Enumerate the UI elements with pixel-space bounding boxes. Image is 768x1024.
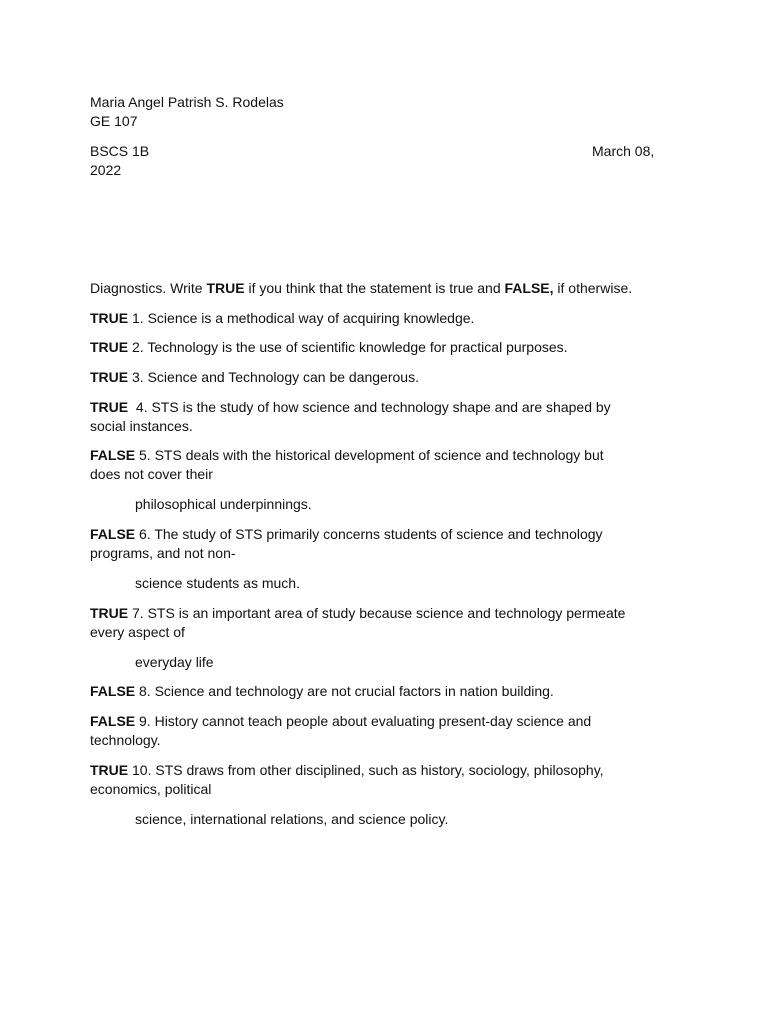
- item-4-line-2: social instances.: [90, 418, 193, 434]
- item-answer: FALSE: [90, 447, 136, 463]
- item-text: 1. Science is a methodical way of acquiring knowledge.: [128, 310, 475, 326]
- item-text: 5. STS deals with the historical development of science and technology but: [135, 447, 604, 463]
- item-1: [90, 309, 474, 328]
- item-text: 2. Technology is the use of scientific knowledge for practical purposes.: [128, 339, 568, 355]
- instructions-middle: if you think that the statement is true and: [244, 280, 505, 296]
- item-8: [90, 682, 554, 701]
- item-6: [90, 525, 603, 544]
- item-4: [90, 398, 611, 417]
- item-answer: TRUE: [90, 369, 129, 385]
- instructions-false-word: FALSE,: [504, 280, 554, 296]
- instructions-prefix: Diagnostics. Write: [90, 280, 207, 296]
- section: BSCS 1B: [90, 143, 150, 159]
- item-answer: FALSE: [90, 683, 136, 699]
- item-9: [90, 712, 591, 731]
- item-answer: TRUE: [90, 339, 129, 355]
- item-answer: TRUE: [90, 762, 129, 778]
- item-text: 8. Science and technology are not crucial factors in nation building.: [135, 683, 554, 699]
- instructions-true-word: TRUE: [206, 280, 245, 296]
- date-first-line: March 08,: [592, 143, 655, 159]
- item-6-line-2: programs, and not non-: [90, 545, 236, 561]
- item-7-line-2: every aspect of: [90, 624, 185, 640]
- student-name: Maria Angel Patrish S. Rodelas: [90, 94, 284, 110]
- item-answer: TRUE: [90, 310, 129, 326]
- date-year: 2022: [90, 162, 122, 178]
- course-code: GE 107: [90, 113, 138, 129]
- item-answer: FALSE: [90, 713, 136, 729]
- item-2: [90, 338, 568, 357]
- item-6-line-3: science students as much.: [135, 575, 300, 591]
- item-answer: TRUE: [90, 399, 129, 415]
- item-5-line-3: philosophical underpinnings.: [135, 496, 312, 512]
- item-text: 3. Science and Technology can be dangerous.: [128, 369, 419, 385]
- item-answer: TRUE: [90, 605, 129, 621]
- item-text: 9. History cannot teach people about evaluating present-day science and: [135, 713, 592, 729]
- item-5-line-2: does not cover their: [90, 466, 213, 482]
- instructions-suffix: if otherwise.: [553, 280, 633, 296]
- item-text: 7. STS is an important area of study because science and technology permeate: [128, 605, 626, 621]
- instructions: [90, 279, 632, 298]
- item-text: 6. The study of STS primarily concerns students of science and technology: [135, 526, 603, 542]
- item-7-line-3: everyday life: [135, 654, 214, 670]
- item-10-line-3: science, international relations, and science policy.: [135, 811, 449, 827]
- item-9-line-2: technology.: [90, 732, 161, 748]
- item-3: [90, 368, 419, 387]
- item-text: 10. STS draws from other disciplined, such as history, sociology, philosophy,: [128, 762, 604, 778]
- item-answer: FALSE: [90, 526, 136, 542]
- item-text: 4. STS is the study of how science and technology shape and are shaped by: [128, 399, 611, 415]
- item-7: [90, 604, 625, 623]
- item-10-line-2: economics, political: [90, 781, 212, 797]
- item-10: [90, 761, 604, 780]
- item-5: [90, 446, 604, 465]
